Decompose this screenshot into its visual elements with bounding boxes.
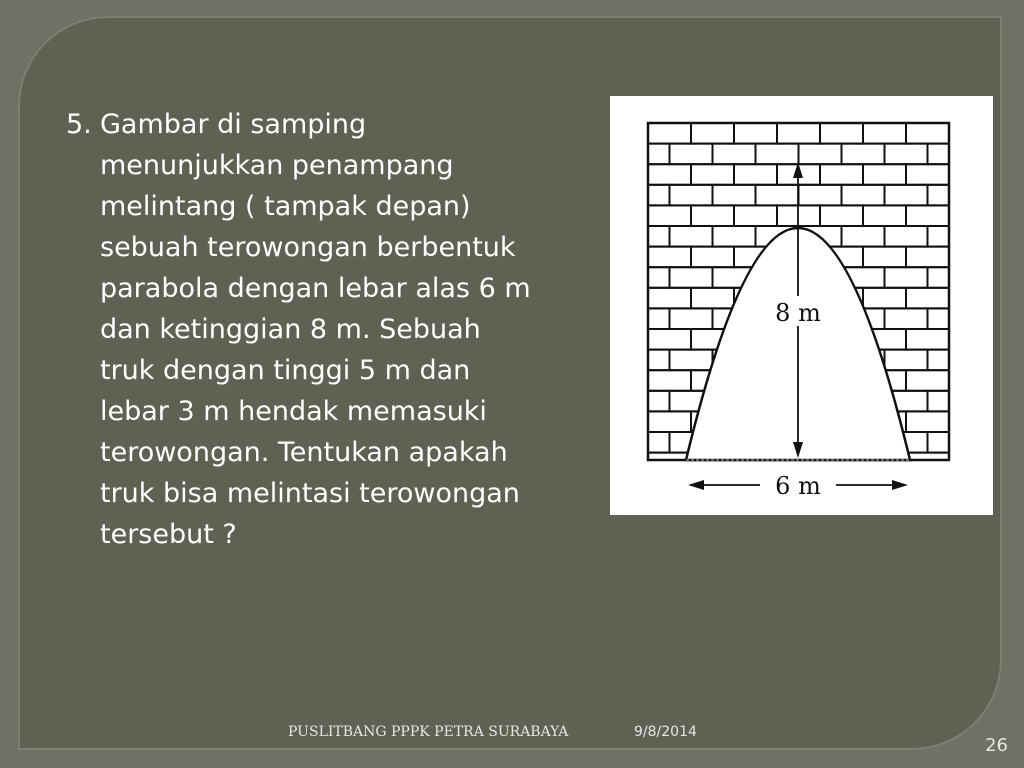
brick	[670, 267, 713, 288]
brick	[756, 185, 799, 206]
brick	[842, 226, 885, 247]
brick	[648, 205, 691, 226]
question-number: 5.	[66, 109, 92, 140]
brick	[648, 329, 691, 350]
brick	[670, 226, 713, 247]
brick	[820, 123, 863, 144]
brick	[691, 123, 734, 144]
brick	[734, 205, 777, 226]
brick	[906, 288, 949, 309]
brick	[756, 144, 799, 165]
width-arrow-left	[688, 480, 704, 490]
footer-date: 9/8/2014	[634, 724, 697, 740]
brick	[820, 205, 863, 226]
brick	[863, 288, 906, 309]
brick	[670, 350, 713, 371]
brick	[863, 247, 906, 268]
brick	[777, 123, 820, 144]
brick	[670, 308, 713, 329]
width-label: 6 m	[775, 472, 821, 500]
width-arrow-right	[892, 480, 908, 490]
brick	[691, 288, 734, 309]
brick	[713, 226, 756, 247]
footer-organization: PUSLITBANG PPPK PETRA SURABAYA	[288, 724, 569, 740]
tunnel-diagram	[610, 96, 993, 515]
question-text-block	[66, 104, 606, 555]
brick	[906, 247, 949, 268]
brick	[863, 123, 906, 144]
brick	[713, 185, 756, 206]
brick	[734, 164, 777, 185]
page-number: 26	[985, 735, 1008, 756]
brick	[648, 411, 691, 432]
brick	[799, 144, 842, 165]
brick	[648, 123, 691, 144]
brick	[906, 123, 949, 144]
brick	[691, 164, 734, 185]
brick	[906, 370, 949, 391]
brick	[648, 247, 691, 268]
brick	[648, 370, 691, 391]
brick	[885, 267, 928, 288]
brick	[670, 144, 713, 165]
brick	[906, 329, 949, 350]
brick	[670, 185, 713, 206]
brick	[906, 205, 949, 226]
brick	[885, 308, 928, 329]
brick	[713, 144, 756, 165]
brick	[885, 144, 928, 165]
brick	[885, 350, 928, 371]
brick	[734, 123, 777, 144]
brick	[885, 185, 928, 206]
brick	[842, 185, 885, 206]
brick	[648, 288, 691, 309]
brick	[906, 453, 949, 474]
brick	[799, 185, 842, 206]
brick	[842, 144, 885, 165]
brick	[863, 205, 906, 226]
tunnel-figure	[610, 96, 993, 515]
brick	[906, 411, 949, 432]
question-text: Gambar di samping menunjukkan penampang melintang ( tampak depan) sebuah terowongan berbentuk parabola dengan lebar alas 6 m dan ketinggian 8 m. Sebuah truk dengan tinggi 5 m dan lebar 3 m hendak memasuki terowongan. Tentukan apakah truk bisa melintasi terowongan tersebut ?	[100, 109, 531, 550]
brick	[648, 164, 691, 185]
height-label: 8 m	[775, 299, 821, 327]
brick	[691, 205, 734, 226]
brick	[885, 226, 928, 247]
brick	[691, 247, 734, 268]
brick	[906, 164, 949, 185]
brick	[863, 164, 906, 185]
brick	[648, 453, 691, 474]
brick	[820, 164, 863, 185]
